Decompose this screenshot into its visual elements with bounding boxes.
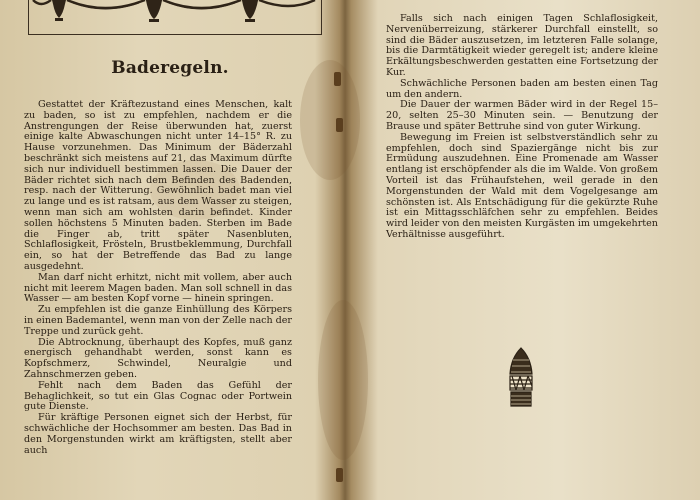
paragraph: Die Dauer der warmen Bäder wird in der Regel 15–20, selten 25–30 Minuten sein. — Benutzung der Brause und später Bettruhe sind von guter Wirkung.: [386, 99, 658, 132]
paragraph: Gestattet der Kräftezustand eines Menschen, kalt zu baden, so ist zu empfehlen, nachdem er die Anstrengungen der Reise überwunden hat, zuerst einige kalte Abwaschungen nicht unter 14–15° R. zu Hause vorzunehmen. Das Minimum der Bäderzahl beschränkt sich meistens auf 21, das Maximum dürfte sich nur individuell bestimmen lassen. Die Dauer der Bäder richtet sich nach dem Befinden des Badenden, resp. nach der Witterung. Gewöhnlich badet man viel zu lange und es ist ratsam, aus dem Wasser zu steigen, wenn man sich am wohlsten darin befindet. Kinder sollen höchstens 5 Minuten baden. Sterben im Bade die Finger ab, tritt später Nasenbluten, Schlaflosigkeit, Frösteln, Brustbeklemmung, Durchfall ein, so hat der Betreffende das Bad zu lange ausgedehnt.: [24, 99, 292, 272]
paragraph: Falls sich nach einigen Tagen Schlaflosigkeit, Nervenüberreizung, stärkerer Durchfall einstellt, so sind die Bäder auszusetzen, im letzteren Falle solange, bis die Darmtätigkeit wieder geregelt ist; andere kleine Erkältungsbeschwerden gestatten eine Fortsetzung der Kur.: [386, 13, 658, 78]
urn-garland-ornament-icon: [28, 0, 322, 35]
paragraph: Man darf nicht erhitzt, nicht mit vollem, aber auch nicht mit leerem Magen baden. Man soll schnell in das Wasser — am besten Kopf vorne — hinein springen.: [24, 271, 292, 305]
right-page: [346, 0, 700, 500]
paragraph: Die Abtrocknung, überhaupt des Kopfes, muß ganz energisch gehandhabt werden, sonst kann es Kopfschmerz, Schwindel, Neuralgie und Zahnschmerzen geben.: [24, 336, 292, 380]
paragraph: Schwächliche Personen baden am besten einen Tag um den andern.: [386, 77, 658, 100]
right-body-text: [386, 14, 658, 241]
left-body-text: [24, 100, 292, 456]
paragraph: Bewegung im Freien ist selbstverständlich sehr zu empfehlen, doch sind Spaziergänge nicht bis zur Ermüdung auszudehnen. Eine Promenade am Wasser entlang ist erschöpfender als die im Walde. Von großem Vorteil ist das Frühaufstehen, weil gerade in den Morgenstunden der Wald mit dem Vogelgesange am schönsten ist. Als Entschädigung für die gekürzte Ruhe ist ein Mittagsschläfchen sehr zu empfehlen. Beides wird leider von den meisten Kurgästen im umgekehrten Verhältnisse ausgeführt.: [386, 131, 658, 240]
paragraph: Fehlt nach dem Baden das Gefühl der Behaglichkeit, so tut ein Glas Cognac oder Portwein gute Dienste.: [24, 379, 292, 413]
left-page: [0, 0, 340, 500]
section-heading: Baderegeln.: [111, 58, 229, 78]
bell-shaped-vignette-icon: [508, 346, 534, 414]
paragraph: Für kräftige Personen eignet sich der Herbst, für schwächliche der Hochsommer am besten. Das Bad in den Morgenstunden wirkt am kräftigsten, stellt aber auch: [24, 412, 292, 456]
paragraph: Zu empfehlen ist die ganze Einhüllung des Körpers in einen Bademantel, wenn man von der Zelle nach der Treppe und zurück geht.: [24, 304, 292, 337]
